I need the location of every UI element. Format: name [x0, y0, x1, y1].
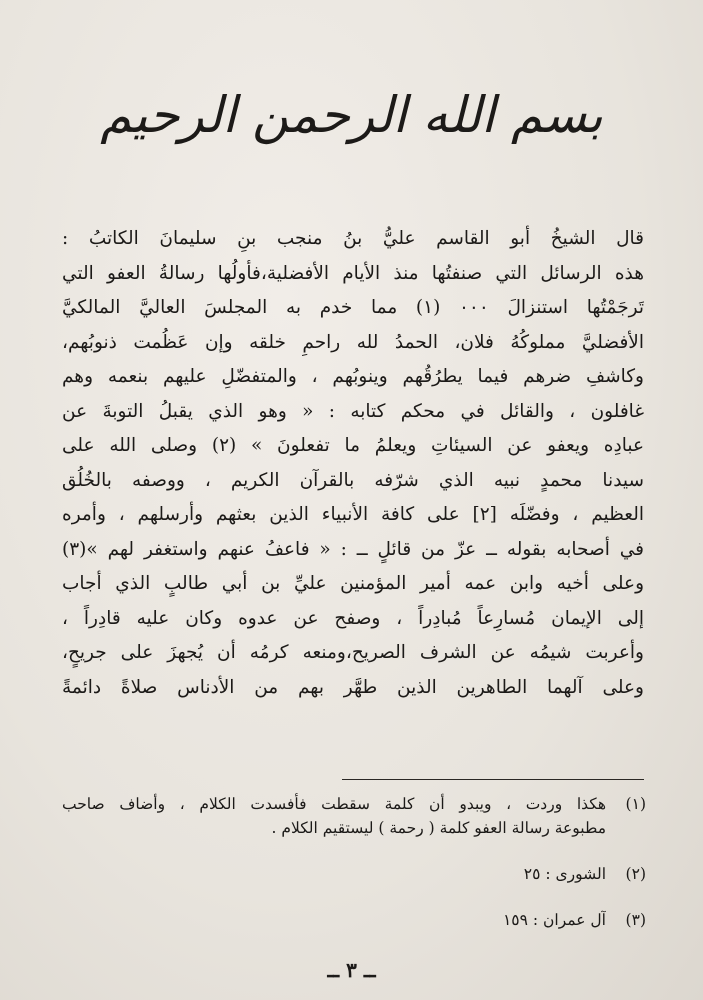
footnote-line: مطبوعة رسالة العفو كلمة ( رحمة ) ليستقيم الكلام . [271, 819, 606, 837]
text-line: سيدنا محمدٍ نبيه الذي شرّفه بالقرآن الكريم ، ووصفه بالخُلُق [62, 469, 644, 491]
footnote [62, 908, 646, 932]
text-line: إلى الإيمان مُسارِعاً مُبادِراً ، وصفح عن عدوه وكان عليه قادِراً ، [62, 607, 644, 629]
text-line: وعلى آلهما الطاهرين الذين طهَّر بهم من الأدناس صلاةً دائمةً [62, 676, 644, 698]
text-line: وكاشفِ ضرهم فيما يطرُقُهم وينوبُهم ، والمتفضّلِ عليهم بنعمه وهم [62, 366, 644, 387]
footnote-marker: (٣) [625, 911, 646, 929]
text-line: الأفضليَّ مملوكُهُ فلان، الحمدُ لله راحمِ خلقه وإن عَظُمت ذنوبُهم، [62, 331, 644, 353]
footnote-marker: (٢) [625, 865, 646, 883]
main-text [62, 222, 644, 705]
footnote-text [62, 908, 606, 932]
footnote-line: هكذا وردت ، ويبدو أن كلمة سقطت فأفسدت الكلام ، وأضاف صاحب [62, 795, 606, 813]
footnotes [62, 792, 646, 932]
text-line: وعلى أخيه وابن عمه أمير المؤمنين عليِّ بن أبي طالبٍ الذي أجاب [62, 573, 644, 594]
text-line: عبادِه ويعفو عن السيئاتِ ويعلمُ ما تفعلونَ » (٢) وصلى الله على [62, 435, 644, 456]
footnote [62, 862, 646, 886]
page-number: ــ ٣ ــ [327, 958, 376, 982]
footnote-line: الشورى : ٢٥ [523, 865, 606, 883]
basmala-heading: بسم الله الرحمن الرحيم [100, 86, 603, 144]
text-line: العظيم ، وفضّلَه [٢] على كافة الأنبياء الذين بعثهم وأرسلهم ، وأمره [62, 504, 644, 525]
footnote-divider [342, 779, 644, 780]
footnote-line: آل عمران : ١٥٩ [502, 911, 606, 929]
footnote-text [62, 792, 606, 840]
text-line: هذه الرسائل التي صنفتُها منذ الأيام الأفضلية،فأولُها رسالةُ العفو التي [62, 262, 644, 284]
text-line: غافلون ، والقائل في محكم كتابه : « وهو الذي يقبلُ التوبةَ عن [62, 400, 644, 422]
text-line: قال الشيخُ أبو القاسم عليُّ بنُ منجب بنِ سليمانَ الكاتبُ : [62, 228, 644, 249]
text-line: تَرجَمْتُها استنزالَ ٠٠٠ (١) مما خدم به المجلسَ العاليَّ المالكيَّ [62, 297, 644, 318]
footnote-marker: (١) [625, 795, 646, 813]
footnote [62, 792, 646, 840]
text-line: وأعربت شيمُه عن الشرف الصريح،ومنعه كرمُه أن يُجهزَ على جريحٍ، [62, 642, 644, 663]
text-line: في أصحابه بقوله ــ عزّ من قائلٍ ــ : « فاعفُ عنهم واستغفر لهم »(٣) [62, 538, 644, 560]
footnote-text [62, 862, 606, 886]
